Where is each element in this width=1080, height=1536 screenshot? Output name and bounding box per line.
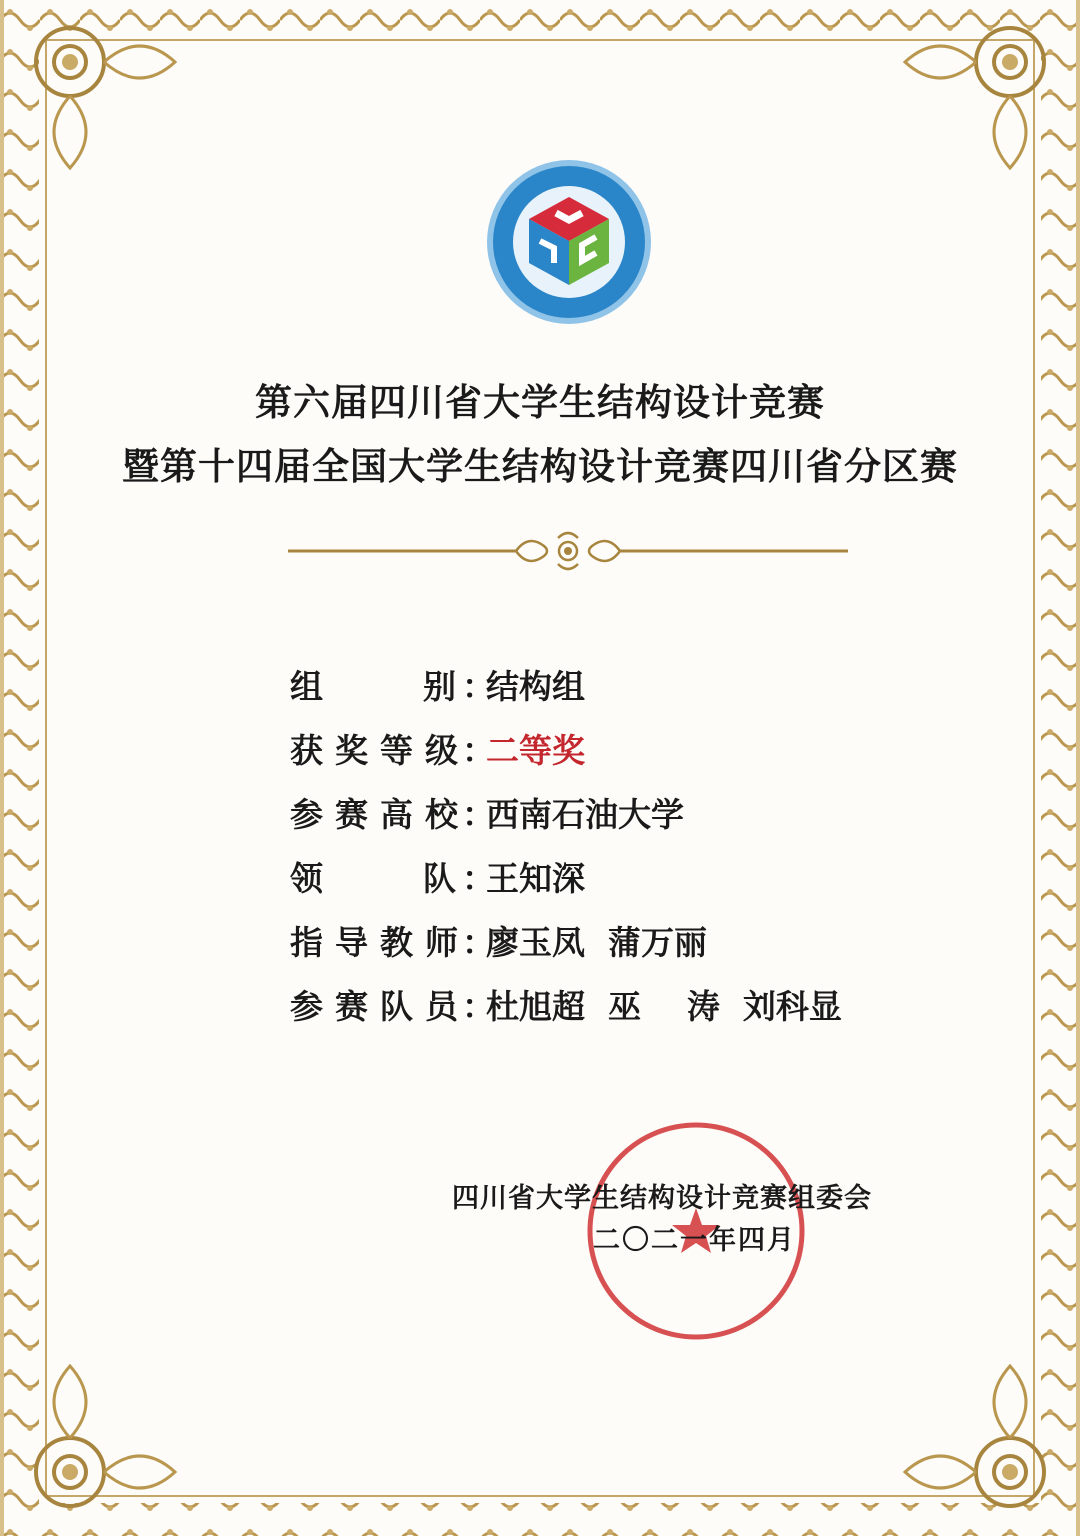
field-advisors <box>290 908 1010 972</box>
field-group <box>290 652 1010 716</box>
label-char: 赛 <box>335 986 368 1026</box>
organizer-name: 四川省大学生结构设计竞赛组委会 <box>452 1183 872 1214</box>
field-value-team-members: 杜旭超 巫 涛 刘科显 <box>486 986 842 1026</box>
certificate-fields <box>290 652 1010 1036</box>
ornamental-divider <box>288 528 848 574</box>
certificate-title-line1: 第六届四川省大学生结构设计竞赛 <box>255 381 825 424</box>
label-char: 高 <box>380 794 413 834</box>
field-value-award-level: 二等奖 <box>486 730 585 770</box>
certificate-title-line2: 暨第十四届全国大学生结构设计竞赛四川省分区赛 <box>122 445 958 488</box>
colon: ： <box>462 858 495 898</box>
field-value-group: 结构组 <box>486 666 585 706</box>
label-char: 领 <box>290 858 323 898</box>
field-team-members <box>290 972 1010 1036</box>
label-char: 师 <box>425 922 458 962</box>
label-char: 校 <box>425 794 458 834</box>
field-award-level <box>290 716 1010 780</box>
label-char: 教 <box>380 922 413 962</box>
label-char: 参 <box>290 794 323 834</box>
label-char: 参 <box>290 986 323 1026</box>
contest-logo <box>484 157 654 327</box>
colon: ： <box>462 922 495 962</box>
field-university <box>290 780 1010 844</box>
label-char: 赛 <box>335 794 368 834</box>
field-value-university: 西南石油大学 <box>486 794 684 834</box>
field-value-team-leader: 王知深 <box>486 858 585 898</box>
colon: ： <box>462 666 495 706</box>
colon: ： <box>462 794 495 834</box>
label-char: 级 <box>425 730 458 770</box>
label-char: 获 <box>290 730 323 770</box>
label-char: 员 <box>425 986 458 1026</box>
field-team-leader <box>290 844 1010 908</box>
field-value-advisors: 廖玉凤 蒲万丽 <box>486 922 707 962</box>
label-char: 导 <box>335 922 368 962</box>
label-char: 别 <box>423 666 456 706</box>
label-char: 队 <box>423 858 456 898</box>
label-char: 奖 <box>335 730 368 770</box>
colon: ： <box>462 986 495 1026</box>
label-char: 指 <box>290 922 323 962</box>
issue-date: 二〇二一年四月 <box>593 1225 796 1256</box>
label-char: 等 <box>380 730 413 770</box>
label-char: 队 <box>380 986 413 1026</box>
colon: ： <box>462 730 495 770</box>
label-char: 组 <box>290 666 323 706</box>
